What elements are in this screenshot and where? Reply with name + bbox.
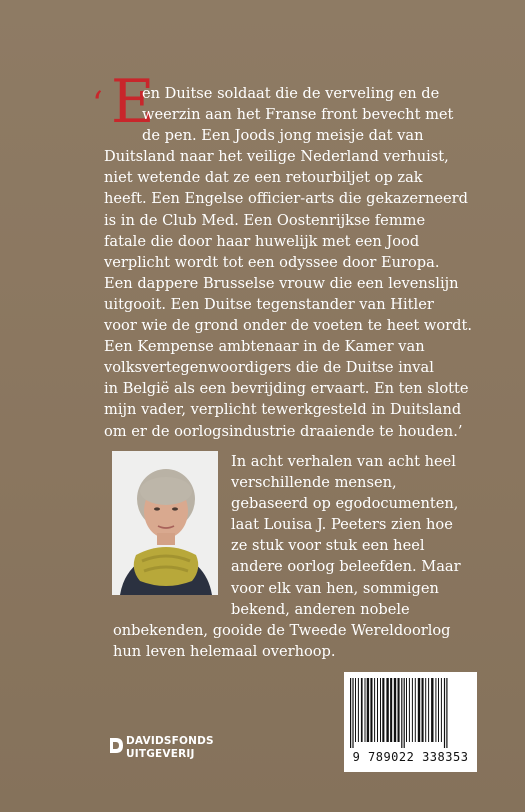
barcode-bar bbox=[441, 678, 442, 742]
quote-line: niet wetende dat ze een retourbiljet op zak bbox=[104, 169, 423, 187]
barcode-bar bbox=[446, 678, 447, 748]
author-portrait-image bbox=[112, 451, 218, 595]
quote-line: fatale die door haar huwelijk met een Jood bbox=[104, 232, 420, 250]
barcode-bar bbox=[438, 678, 439, 742]
blurb-line: onbekenden, gooide de Tweede Wereldoorlog bbox=[113, 621, 451, 639]
barcode-bar bbox=[409, 678, 410, 742]
barcode-bars bbox=[344, 672, 477, 752]
barcode-bar bbox=[444, 678, 445, 748]
quote-line: mijn vader, verplicht tewerkgesteld in Duitsland bbox=[104, 401, 462, 419]
isbn-number: 9 789022 338353 bbox=[352, 750, 469, 764]
quote-line: en Duitse soldaat die de verveling en de bbox=[142, 85, 440, 102]
blurb-line: ze stuk voor stuk een heel bbox=[231, 537, 425, 555]
quote-line: om er de oorlogsindustrie draaiende te houden.’ bbox=[104, 422, 463, 440]
barcode-bar bbox=[358, 678, 359, 742]
barcode-bar bbox=[398, 678, 400, 742]
publisher-name: DAVIDSFONDS bbox=[126, 735, 214, 747]
barcode-bar bbox=[394, 678, 396, 742]
barcode-bar bbox=[361, 678, 363, 742]
quote-line: is in de Club Med. Een Oostenrijkse femme bbox=[104, 211, 426, 229]
quote-line: heeft. Een Engelse officier-arts die gekazerneerd bbox=[104, 190, 468, 208]
publisher-subtitle: UITGEVERIJ bbox=[126, 748, 195, 760]
quote-line: weerzin aan het Franse front bevecht met bbox=[142, 106, 454, 124]
quote-line: Een dappere Brusselse vrouw die een levenslijn bbox=[104, 274, 459, 292]
barcode-bar bbox=[367, 678, 369, 742]
quote-line: uitgooit. Een Duitse tegenstander van Hitler bbox=[104, 295, 434, 313]
blurb-line: laat Louisa J. Peeters zien hoe bbox=[231, 516, 453, 534]
barcode-bar bbox=[370, 678, 372, 742]
barcode-bar bbox=[386, 678, 388, 742]
blurb-line: voor elk van hen, sommigen bbox=[231, 579, 439, 597]
blurb-line: In acht verhalen van acht heel bbox=[231, 453, 456, 470]
quote-line: voor wie de grond onder de voeten te heet wordt. bbox=[104, 317, 472, 335]
barcode-bar bbox=[352, 678, 353, 748]
quote-line: verplicht wordt tot een odyssee door Europa. bbox=[104, 253, 440, 271]
blurb-line: verschillende mensen, bbox=[231, 474, 397, 492]
barcode-bar bbox=[425, 678, 426, 742]
quote-line: in België als een bevrijding ervaart. En ten slotte bbox=[104, 380, 469, 398]
barcode-bar bbox=[435, 678, 436, 742]
barcode-bar bbox=[380, 678, 381, 742]
barcode-bar bbox=[401, 678, 402, 748]
blurb-line: gebaseerd op egodocumenten, bbox=[231, 495, 459, 513]
quote-line: Een Kempense ambtenaar in de Kamer van bbox=[104, 338, 425, 356]
barcode-bar bbox=[431, 678, 433, 742]
quote-line: volksvertegenwoordigers die de Duitse inval bbox=[104, 359, 434, 377]
barcode-bar bbox=[428, 678, 429, 742]
barcode-bar bbox=[418, 678, 420, 742]
barcode-bar bbox=[390, 678, 392, 742]
quote-line: de pen. Een Joods jong meisje dat van bbox=[142, 127, 424, 145]
quote-text bbox=[104, 83, 504, 442]
barcode-bar bbox=[355, 678, 356, 742]
blurb-line: bekend, anderen nobele bbox=[231, 600, 410, 618]
blurb-line: andere oorlog beleefden. Maar bbox=[231, 558, 461, 576]
barcode-bar bbox=[412, 678, 413, 742]
barcode-bar bbox=[365, 678, 366, 742]
blurb-line: hun leven helemaal overhoop. bbox=[113, 642, 336, 660]
barcode-bar bbox=[406, 678, 407, 742]
barcode-bar bbox=[350, 678, 351, 748]
quote-line: Duitsland naar het veilige Nederland verhuist, bbox=[104, 148, 449, 166]
barcode-bar bbox=[404, 678, 405, 748]
dropcap-e: E bbox=[110, 67, 155, 137]
barcode bbox=[344, 672, 477, 772]
author-photo bbox=[112, 451, 218, 595]
barcode-bar bbox=[422, 678, 424, 742]
open-quote-mark: ‘ bbox=[92, 84, 103, 124]
barcode-bar bbox=[374, 678, 375, 742]
barcode-bar bbox=[377, 678, 378, 742]
barcode-bar bbox=[415, 678, 416, 742]
barcode-bar bbox=[382, 678, 384, 742]
publisher-mark-icon bbox=[110, 738, 123, 753]
blurb-text bbox=[113, 451, 491, 662]
